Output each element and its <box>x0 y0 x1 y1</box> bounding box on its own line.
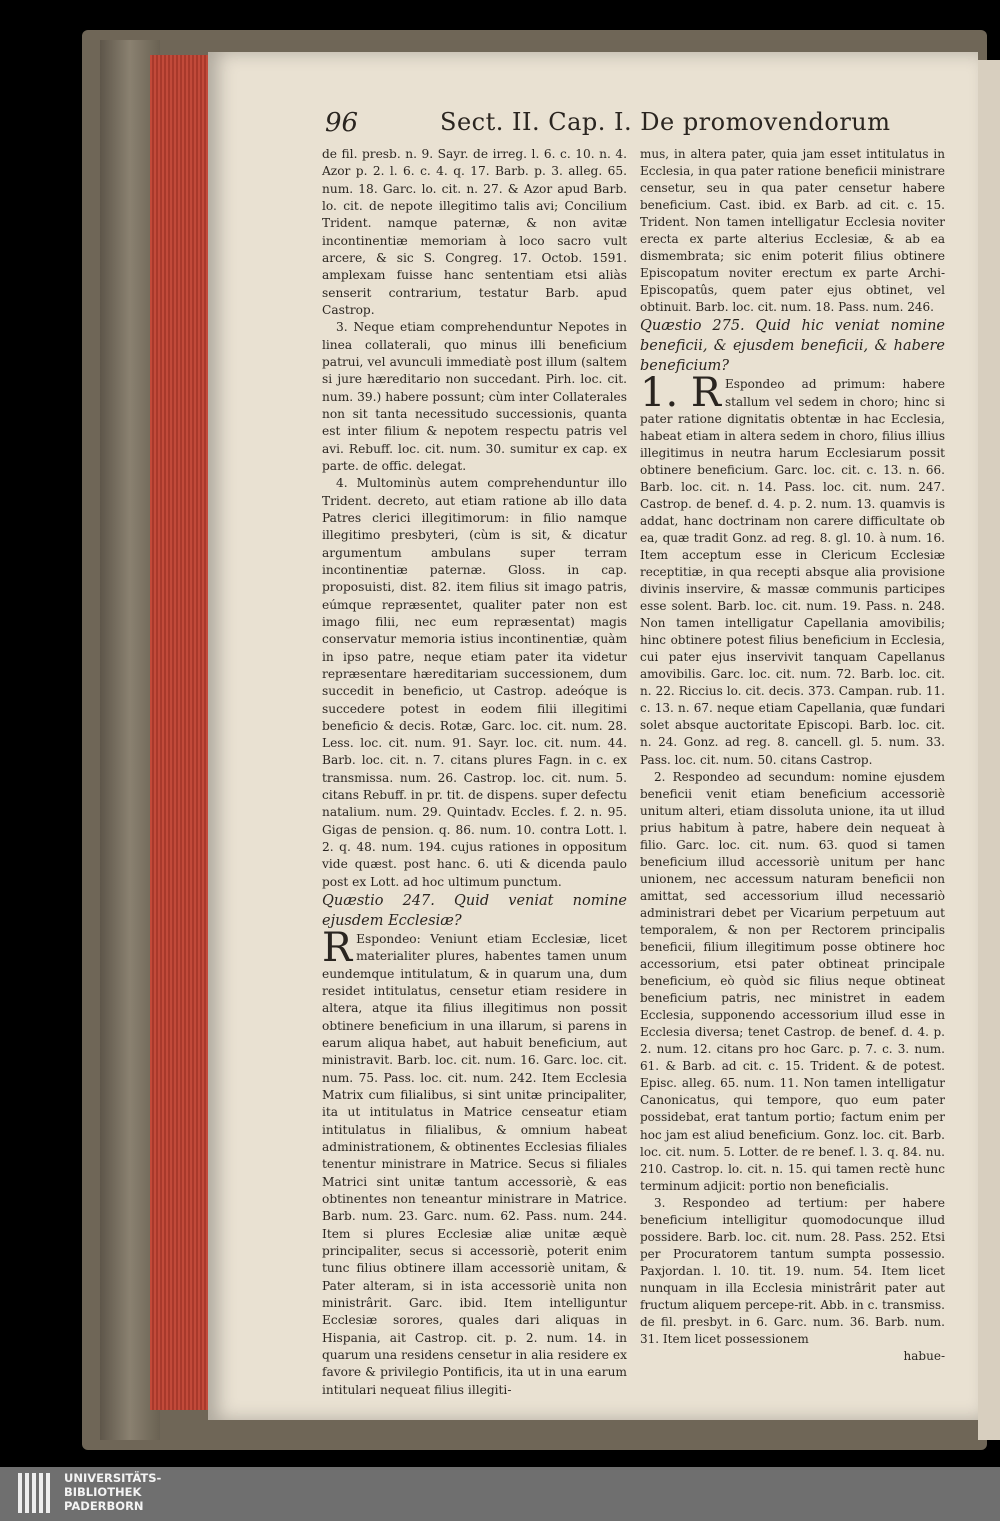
catchword: habue- <box>903 1349 945 1364</box>
drop-cap: R <box>322 925 353 972</box>
paragraph <box>640 370 945 768</box>
paragraph: 4. Multominùs autem comprehenduntur illo Trident. decreto, aut etiam ratione ab illo data Patres clerici illegitimorum: in filio namque illegitimo presbyteri, (cùm is sit, & dicatur argumentum ambulans super terram incontinentiæ paternæ. Gloss. in cap. proposuisti, dist. 82. item filius sit imago patris, eúmque repræsentet, qualiter pater non est imago filii, nec eum repræsentat) magis conservatur memoria istius incontinentiæ, quàm in ipso patre, neque etiam pater ita videtur repræsentare hæreditariam successionem, dum succedit in beneficio, ut Castrop. adeóque is succedere potest in eodem filii illegitimi beneficio & decis. Rotæ, Garc. loc. cit. num. 28. Less. loc. cit. num. 91. Sayr. loc. cit. num. 44. Barb. loc. cit. n. 7. citans plures Fagn. in c. ex transmissa. num. 26. Castrop. loc. cit. num. 5. citans Rebuff. in pr. tit. de dispens. super defectu natalium. num. 29. Quintadv. Eccles. f. 2. n. 95. Gigas de pension. q. 86. num. 10. contra Lott. l. 2. q. 48. num. 194. cujus rationes in oppositum vide quæst. post hanc. 6. uti & dicenda paulo post ex Lott. ad hoc ultimum punctum. <box>322 476 627 889</box>
institution-name <box>64 1471 161 1513</box>
institution-line: PADERBORN <box>64 1499 144 1513</box>
institution-line: UNIVERSITÄTS- <box>64 1471 162 1485</box>
paragraph: de fil. presb. n. 9. Sayr. de irreg. l. 6. c. 10. n. 4. Azor p. 2. l. 6. c. 4. q. 17. Barb. p. 3. alleg. 65. num. 18. Garc. lo. cit. n. 27. & Azor apud Barb. lo. cit. de nepote illegitimo talis avi; Concilium Trident. namque paternæ, & non avitæ incontinentiæ memoriam à loco sacro vult arcere, & sic S. Congreg. 17. Octob. 1591. amplexam fuisse hanc sententiam etsi aliàs senserit contrarium, testatur Barb. apud Castrop. <box>322 147 627 317</box>
drop-cap: 1. R <box>640 370 721 417</box>
library-logo-icon <box>18 1473 56 1515</box>
paragraph: 3. Neque etiam comprehenduntur Nepotes in linea collaterali, quo minus illi beneficium patrui, vel avunculi immediatè post illum (saltem si jure hæreditario non succedant. Pirh. loc. cit. num. 39.) habere possunt; cùm inter Collaterales non sit tanta necessitudo successionis, quanta est inter filium & nepotem respectu patris vel avi. Rebuff. loc. cit. num. 30. sumitur ex cap. ex parte. de offic. delegat. <box>322 320 627 473</box>
page-header <box>325 108 945 148</box>
paragraph: mus, in altera pater, quia jam esset intitulatus in Ecclesia, in qua pater ratione beneficii ministrare censetur, seu in qua pater censetur habere beneficium. Cast. ibid. ex Barb. ad cit. c. 15. Trident. Non tamen intelligatur Ecclesia noviter erecta ex parte alterius Ecclesiæ, & ab ea dismembrata; sic enim poterit filius obtinere Episcopatum noviter erectum ex parte Archi-Episcopatûs, quem pater ejus obtinet, vel obtinuit. Barb. loc. cit. num. 18. Pass. num. 246. <box>640 147 945 315</box>
left-column <box>322 146 627 1399</box>
paragraph: 2. Respondeo ad secundum: nomine ejusdem beneficii venit etiam beneficium accessoriè unitum alteri, etiam dissoluta unione, ita ut illud prius habitum à patre, habere dein nequeat à filio. Garc. loc. cit. num. 63. quod si tamen beneficium illud accessoriè unitum per hanc unionem, nec accessum naturam beneficii non amittat, sed accessorium illud necessariò administrari debet per Vicarium perpetuum aut temporalem, & non per Rectorem principalis beneficii, filium illegitimum posse obtinere hoc accessorium, etsi pater obtineat principale beneficium, eò quòd sic filius neque obtineat beneficium patris, nec ministret in eadem Ecclesia, supponendo accessorium illud esse in Ecclesia diversa; tenet Castrop. de benef. d. 4. p. 2. num. 12. citans pro hoc Garc. p. 7. c. 3. num. 61. & Barb. ad cit. c. 15. Trident. & de potest. Episc. alleg. 65. num. 11. Non tamen intelligatur Canonicatus, qui tempore, quo eum pater possidebat, erat tantum portio; factum enim per hoc jam est aliud beneficium. Gonz. loc. cit. Barb. loc. cit. num. 5. Lotter. de re benef. l. 3. q. 84. nu. 210. Castrop. lo. cit. n. 15. qui tamen rectè hunc terminum adjicit: portio non beneficialis. <box>640 769 945 1193</box>
question-heading: Quæstio 275. Quid hic veniat nomine beneficii, & ejusdem beneficii, & habere beneficium? <box>640 318 945 375</box>
institution-line: BIBLIOTHEK <box>64 1485 142 1499</box>
paragraph <box>322 925 627 1399</box>
question-heading: Quæstio 247. Quid veniat nomine ejusdem Ecclesiæ? <box>322 893 627 930</box>
right-column <box>640 146 945 1365</box>
facing-page-edge <box>978 60 1000 1440</box>
paragraph-text: Espondeo ad primum: habere stallum vel sedem in choro; hinc si pater ratione dignitatis obtentæ in hac Ecclesia, habeat etiam in altera sedem in choro, filius illius illegitimus in neutra harum Ecclesiarum possit obtinere beneficium. Garc. loc. cit. c. 13. n. 66. Barb. loc. cit. n. 14. Pass. loc. cit. num. 247. Castrop. de benef. d. 4. p. 2. num. 13. quamvis is addat, hanc doctrinam non carere difficultate ob ea, quæ tradit Gonz. ad reg. 8. gl. 10. à num. 16. Item acceptum esse in Clericum Ecclesiæ receptitiæ, in qua recepti absque alia provisione divinis inservire, & massæ communis participes esse solent. Barb. loc. cit. num. 19. Pass. n. 248. Non tamen intelligatur Capellania amovibilis; hinc obtinere potest filius beneficium in Ecclesia, cui pater ejus inservivit tanquam Capellanus amovibilis. Garc. loc. cit. num. 72. Barb. loc. cit. n. 22. Riccius lo. cit. decis. 373. Campan. rub. 11. c. 13. n. 67. neque etiam Capellania, quæ fundari solet absque auctoritate Episcopi. Barb. loc. cit. n. 24. Gonz. ad reg. 8. cancell. gl. 5. num. 33. Pass. loc. cit. num. 50. citans Castrop. <box>640 377 945 767</box>
red-page-edges <box>150 55 210 1410</box>
page-number: 96 <box>325 108 359 138</box>
paragraph-text: Espondeo: Veniunt etiam Ecclesiæ, licet materialiter plures, habentes tamen unum eundemque intitulatum, & in quarum una, dum residet intitulatus, censetur etiam residere in altera, atque ita filius illegitimus non possit obtinere beneficium in una illarum, si parens in earum aliqua habet, aut habuit beneficium, aut ministravit. Barb. loc. cit. num. 16. Garc. loc. cit. num. 75. Pass. loc. cit. num. 242. Item Ecclesia Matrix cum filialibus, si sint unitæ principaliter, ita ut intitulatus in Matrice censeatur etiam intitulatus in filialibus, & omnium habeat administrationem, & obtinentes Ecclesias filiales tenentur ministrare in Matrice. Secus si filiales Matrici sint unitæ tantum accessoriè, & eas obtinentes non teneantur ministrare in Matrice. Barb. num. 23. Garc. num. 62. Pass. num. 244. Item si plures Ecclesiæ aliæ unitæ æquè principaliter, secus si accessoriè, poterit enim tunc filius obtinere illam accessoriè unitam, & Pater alteram, si in ista accessoriè unita non ministrârit. Garc. ibid. Item intelliguntur Ecclesiæ sorores, quales dari aliquas in Hispania, ait Castrop. cit. p. 2. num. 14. in quarum una residens censetur in alia residere ex favore & privilegio Pontificis, ita ut in una earum intitulari nequeat filius illegiti- <box>322 932 627 1397</box>
running-title: Sect. II. Cap. I. De promovendorum <box>440 108 891 136</box>
paragraph: 3. Respondeo ad tertium: per habere beneficium intelligitur quomodocunque illud possidere. Barb. loc. cit. num. 28. Pass. 252. Etsi per Procuratorem tantum sumpta possessio. Paxjordan. l. 10. tit. 19. num. 54. Item licet nunquam in illa Ecclesia ministrârit pater aut fructum aliquem percepe-rit. Abb. in c. transmiss. de fil. presbyt. in 6. Garc. num. 36. Barb. num. 31. Item licet possessionem <box>640 1195 945 1347</box>
footer-bar <box>0 1467 1000 1521</box>
